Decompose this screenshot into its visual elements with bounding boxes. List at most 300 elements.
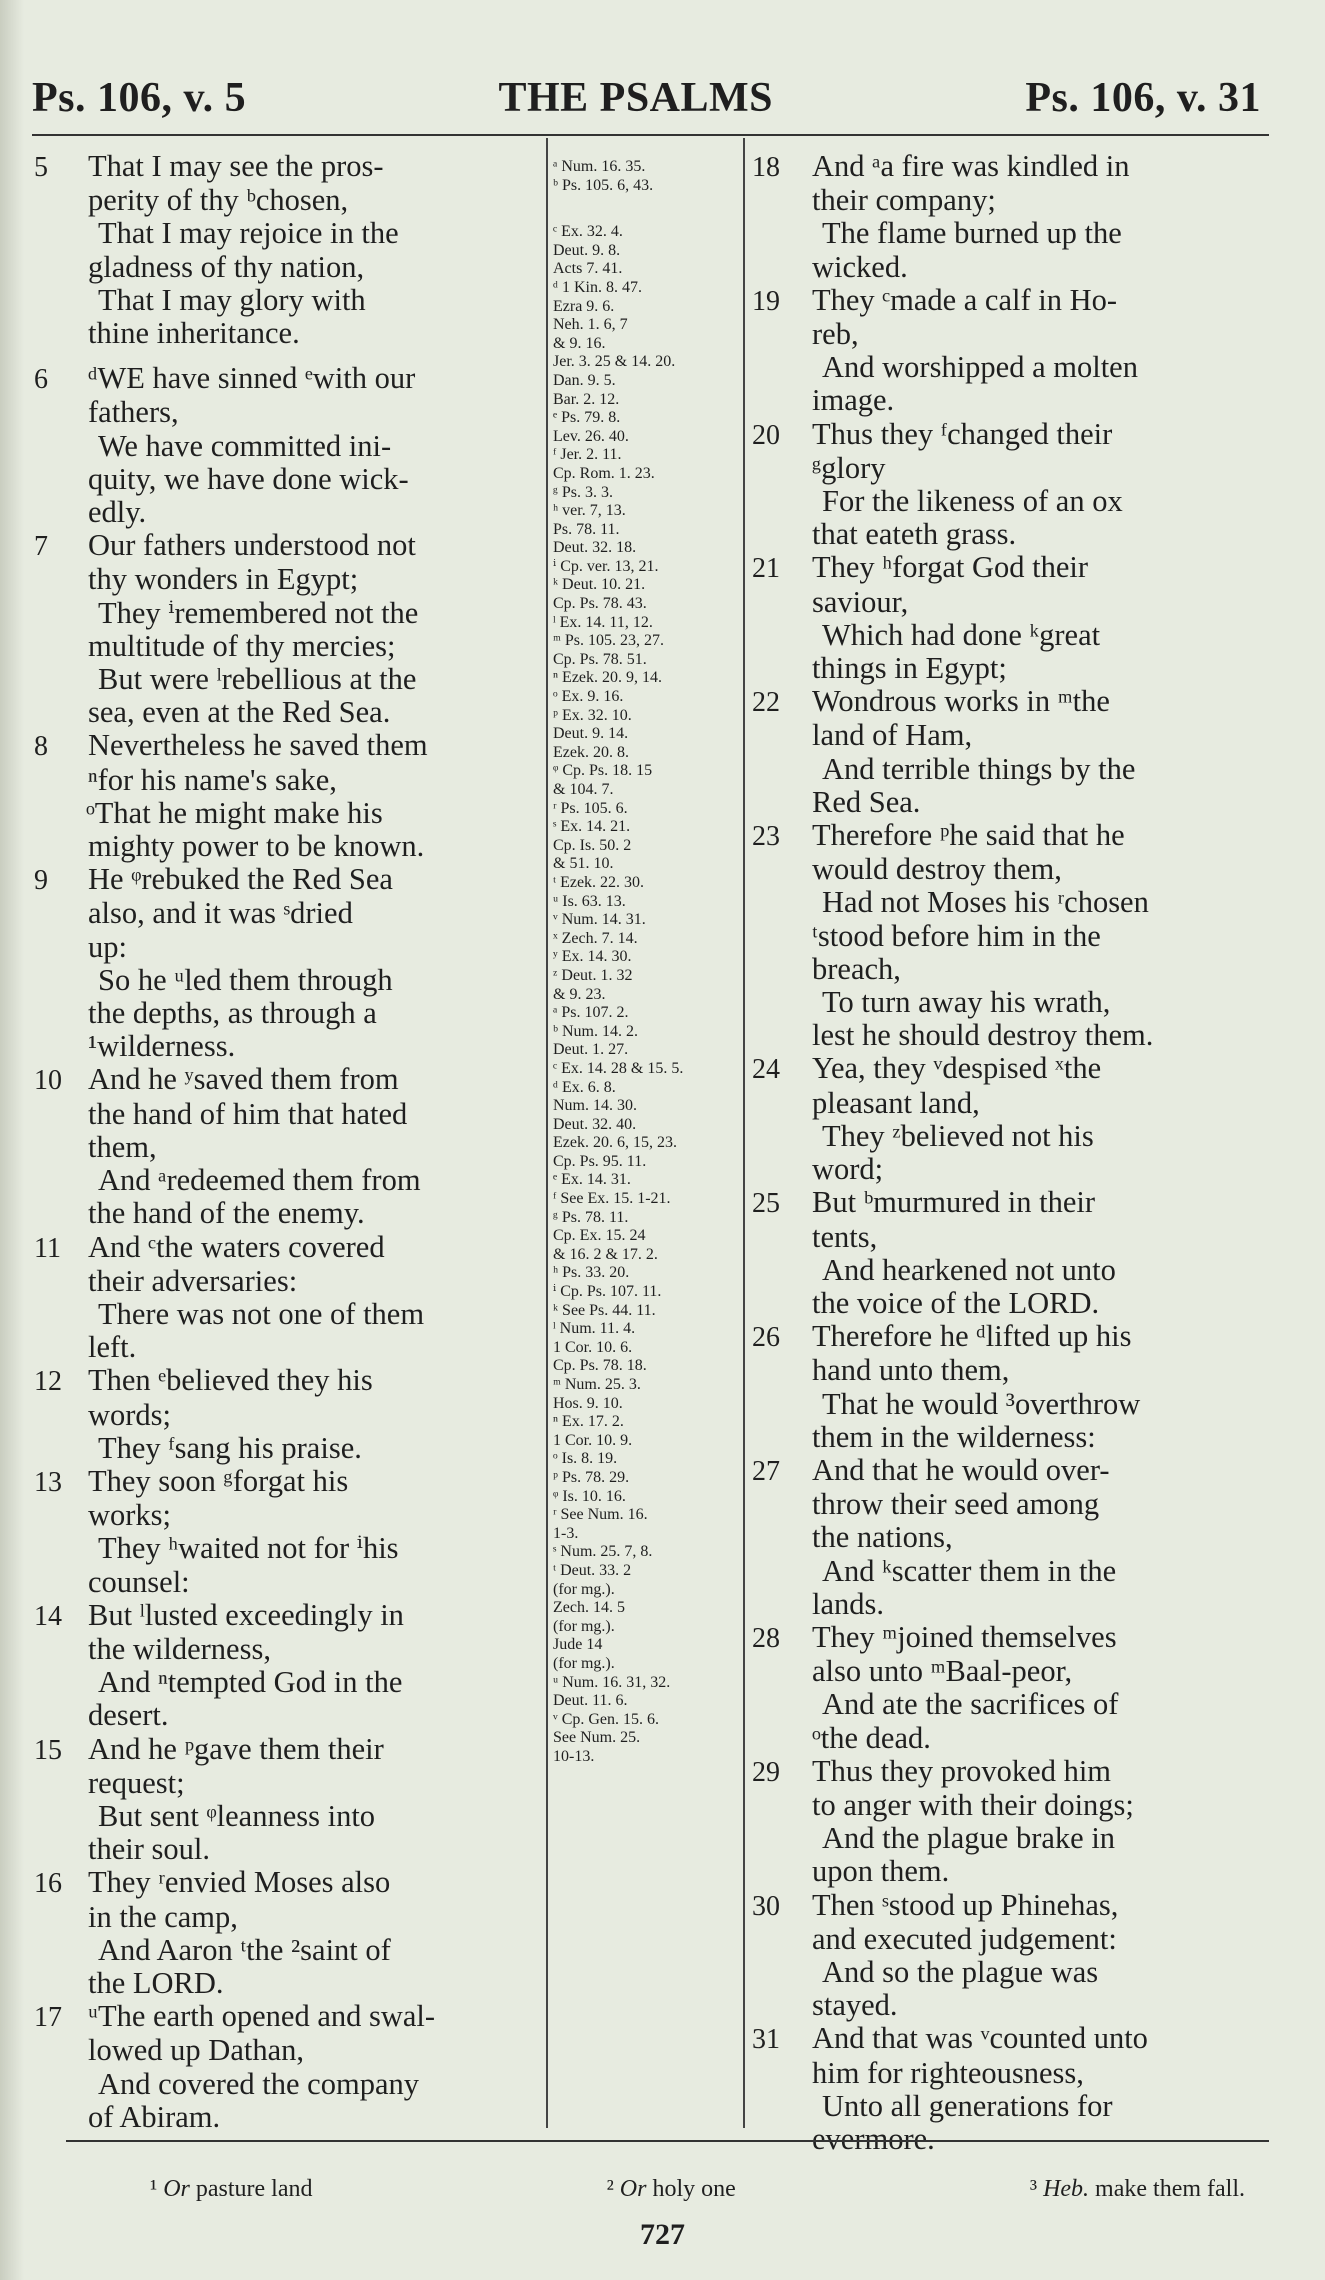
verse-line xyxy=(752,652,1262,685)
cross-reference: ᵛ Num. 14. 31. xyxy=(553,911,646,929)
verse-text: the depths, as through a xyxy=(88,996,377,1031)
verse-text: They ⁱremembered not the xyxy=(98,595,419,630)
verse-text: And terrible things by the xyxy=(822,751,1136,786)
verse-line xyxy=(752,184,1262,217)
verse-text: ᵒThat he might make his xyxy=(86,795,383,830)
cross-reference: ᵖ Ps. 78. 29. xyxy=(553,1468,630,1486)
verse-text: And worshipped a molten xyxy=(822,350,1138,385)
verse-line xyxy=(34,1364,534,1398)
verse-line xyxy=(752,1956,1262,1989)
verse-line xyxy=(752,1120,1262,1153)
verse-line xyxy=(752,1186,1262,1220)
cross-reference: ᵖ Ex. 32. 10. xyxy=(553,706,632,724)
verse-line xyxy=(34,830,534,863)
verse-number: 17 xyxy=(34,2002,62,2034)
verse-line xyxy=(752,1019,1262,1052)
cross-reference: ᵃ Num. 16. 35. xyxy=(553,158,646,175)
verse-line xyxy=(34,1934,534,1967)
verse-line xyxy=(752,1822,1262,1855)
cross-reference: Jude 14 xyxy=(553,1636,603,1654)
verse-line xyxy=(752,1254,1262,1287)
verse-text: pleasant land, xyxy=(812,1085,980,1120)
verse-line xyxy=(34,496,534,529)
cross-reference: Cp. Ps. 78. 18. xyxy=(553,1357,647,1375)
verse-text: left. xyxy=(88,1330,137,1365)
verse-text: hand unto them, xyxy=(812,1353,1010,1388)
cross-reference: ᶜ Ex. 32. 4. xyxy=(553,223,623,241)
verse-line xyxy=(34,1231,534,1265)
cross-reference: & 9. 23. xyxy=(553,985,606,1003)
verse-text: saviour, xyxy=(812,584,909,619)
footnote-label: Or xyxy=(163,2176,190,2202)
cross-reference: Cp. Ex. 15. 24 xyxy=(553,1227,646,1245)
verse-line xyxy=(34,251,534,284)
cross-reference: & 16. 2 & 17. 2. xyxy=(553,1245,658,1263)
verse-line xyxy=(34,1399,534,1432)
verse-line xyxy=(34,729,534,763)
cross-reference: ᶻ Deut. 1. 32 xyxy=(553,966,633,984)
verse-number: 25 xyxy=(752,1188,780,1220)
footnote-text: holy one xyxy=(646,2176,736,2202)
verse-line xyxy=(34,1499,534,1532)
cross-reference: 1 Cor. 10. 9. xyxy=(553,1431,633,1449)
cross-reference: ᵏ Deut. 10. 21. xyxy=(553,576,646,594)
cross-reference: & 51. 10. xyxy=(553,855,614,873)
verse-line xyxy=(34,1098,534,1131)
verse-text: thy wonders in Egypt; xyxy=(88,562,359,597)
footnote-mark: ³ xyxy=(1029,2176,1044,2202)
header-left-reference: Ps. 106, v. 5 xyxy=(32,75,247,121)
verse-line xyxy=(34,1197,534,1230)
verse-line xyxy=(752,1588,1262,1621)
verse-line xyxy=(34,1465,534,1499)
verse-text: tents, xyxy=(812,1219,878,1254)
verse-text: They ᵐjoined themselves xyxy=(812,1619,1117,1654)
cross-reference: Deut. 9. 14. xyxy=(553,725,629,743)
verse-number: 28 xyxy=(752,1622,780,1654)
verse-line xyxy=(752,853,1262,886)
verse-line xyxy=(34,897,534,930)
verse-text: But ˡlusted exceedingly in xyxy=(88,1597,404,1632)
verse-text: That I may see the pros- xyxy=(88,149,384,183)
footnote-text: make them fall. xyxy=(1089,2176,1245,2202)
verse-line xyxy=(752,1287,1262,1320)
verse-text: that eateth grass. xyxy=(812,517,1017,552)
verse-line xyxy=(752,2057,1262,2090)
cross-reference: ᵉ Ex. 14. 31. xyxy=(553,1171,631,1189)
verse-line xyxy=(34,696,534,729)
verse-line xyxy=(752,1052,1262,1086)
verse-number: 6 xyxy=(34,364,48,396)
page-number: 727 xyxy=(640,2218,685,2251)
page-binding-shadow xyxy=(0,0,24,2280)
verse-line xyxy=(34,1432,534,1465)
verse-line xyxy=(752,1722,1262,1755)
verse-number: 30 xyxy=(752,1890,780,1922)
verse-text: of Abiram. xyxy=(88,2099,221,2134)
cross-reference: Zech. 14. 5 xyxy=(553,1599,625,1617)
verse-text: But ᵇmurmured in their xyxy=(812,1185,1096,1220)
verse-text: evermore. xyxy=(812,2121,935,2156)
verse-line xyxy=(34,430,534,463)
verse-text: works; xyxy=(88,1498,172,1533)
verse-number: 19 xyxy=(752,285,780,317)
verse-line xyxy=(34,317,534,350)
verse-number: 24 xyxy=(752,1054,780,1086)
cross-reference: Jer. 3. 25 & 14. 20. xyxy=(553,353,676,371)
verse-text: And so the plague was xyxy=(822,1954,1099,1989)
footnote-rule xyxy=(66,2140,1269,2142)
verse-text: And he ʸsaved them from xyxy=(88,1062,399,1097)
verse-line xyxy=(752,418,1262,452)
verse-number: 21 xyxy=(752,553,780,585)
verse-text: ᵗstood before him in the xyxy=(812,918,1101,953)
verse-number: 11 xyxy=(34,1232,61,1264)
footnote-text: pasture land xyxy=(189,2176,313,2202)
verse-line xyxy=(752,2090,1262,2123)
verse-text: But sent ᵠleanness into xyxy=(98,1798,376,1833)
cross-reference: ᵒ Ex. 9. 16. xyxy=(553,688,624,706)
verse-line xyxy=(34,1767,534,1800)
cross-reference: Cp. Is. 50. 2 xyxy=(553,836,632,854)
verse-number: 26 xyxy=(752,1322,780,1354)
cross-reference: ʰ Ps. 33. 20. xyxy=(553,1264,630,1282)
verse-text: ᵍglory xyxy=(812,450,886,485)
cross-reference-column xyxy=(553,158,738,1766)
verse-text: counsel: xyxy=(88,1564,190,1599)
cross-reference: ᶜ Ex. 14. 28 & 15. 5. xyxy=(553,1059,684,1077)
verse-line xyxy=(34,1331,534,1364)
cross-reference: ⁿ Ezek. 20. 9, 14. xyxy=(553,669,663,687)
cross-reference: ʳ See Num. 16. xyxy=(553,1506,648,1524)
verse-text: They ᶜmade a calf in Ho- xyxy=(812,282,1118,317)
verse-line xyxy=(752,719,1262,752)
verse-line xyxy=(34,184,534,217)
verse-text: lowed up Dathan, xyxy=(88,2033,304,2068)
verse-text: land of Ham, xyxy=(812,718,973,753)
verse-line xyxy=(752,1755,1262,1789)
header-book-title: THE PSALMS xyxy=(498,75,774,121)
verse-line xyxy=(752,351,1262,384)
verse-text: to anger with their doings; xyxy=(812,1787,1134,1822)
verse-text: Unto all generations for xyxy=(822,2088,1113,2123)
footnote-mark: ¹ xyxy=(150,2176,164,2202)
verse-text: words; xyxy=(88,1397,172,1432)
footnotes xyxy=(150,2176,1245,2203)
verse-line xyxy=(752,1789,1262,1822)
cross-reference: ᵇ Ps. 105. 6, 43. xyxy=(553,176,654,194)
verse-text: the hand of him that hated xyxy=(88,1096,408,1131)
verse-text: ¹wilderness. xyxy=(88,1029,236,1064)
cross-reference: ˡ Num. 11. 4. xyxy=(553,1320,636,1338)
cross-reference: ᶠ Jer. 2. 11. xyxy=(553,446,622,464)
verse-line xyxy=(34,2000,534,2034)
verse-text: Red Sea. xyxy=(812,784,921,819)
verse-number: 22 xyxy=(752,687,780,719)
verse-text: their company; xyxy=(812,183,996,218)
verse-line xyxy=(752,251,1262,284)
verse-text: They ᶻbelieved not his xyxy=(822,1118,1094,1153)
verse-text: He ᵠrebuked the Red Sea xyxy=(88,862,393,897)
verse-line xyxy=(34,362,534,396)
verse-line xyxy=(752,1521,1262,1554)
verse-line xyxy=(752,1454,1262,1488)
verse-number: 31 xyxy=(752,2024,780,2056)
verse-text: would destroy them, xyxy=(812,852,1062,887)
verse-number: 12 xyxy=(34,1366,62,1398)
verse-number: 27 xyxy=(752,1455,780,1487)
verse-number: 8 xyxy=(34,731,48,763)
verse-text: fathers, xyxy=(88,395,179,430)
verse-text: in the camp, xyxy=(88,1899,238,1934)
verse-text: To turn away his wrath, xyxy=(822,985,1111,1020)
verse-number: 29 xyxy=(752,1756,780,1788)
verse-line xyxy=(34,1833,534,1866)
verse-number: 10 xyxy=(34,1065,62,1097)
cross-reference: ᵇ Num. 14. 2. xyxy=(553,1022,638,1040)
cross-reference: & 9. 16. xyxy=(553,334,606,352)
verse-text: And that he would over- xyxy=(812,1452,1110,1487)
verse-text: multitude of thy mercies; xyxy=(88,628,396,663)
verse-line xyxy=(34,396,534,429)
verse-text: throw their seed among xyxy=(812,1487,1100,1522)
verse-line xyxy=(34,563,534,596)
verse-text: Our fathers understood not xyxy=(88,528,416,563)
verse-line xyxy=(752,1087,1262,1120)
cross-reference: ᵗ Ezek. 22. 30. xyxy=(553,873,645,891)
verse-line xyxy=(752,518,1262,551)
verse-line xyxy=(34,764,534,797)
cross-reference: (for mg.). xyxy=(553,1617,615,1635)
cross-reference: Lev. 26. 40. xyxy=(553,427,629,445)
right-verse-column xyxy=(752,150,1262,2156)
verse-line xyxy=(752,786,1262,819)
verse-number: 13 xyxy=(34,1466,62,1498)
verse-text: And that was ᵛcounted unto xyxy=(812,2021,1148,2056)
cross-reference: ᶠ See Ex. 15. 1-21. xyxy=(553,1190,671,1208)
verse-text: Which had done ᵏgreat xyxy=(822,617,1101,652)
cross-reference: ᵘ Num. 16. 31, 32. xyxy=(553,1673,671,1691)
verse-number: 16 xyxy=(34,1868,62,1900)
verse-number: 14 xyxy=(34,1600,62,1632)
verse-text: request; xyxy=(88,1765,185,1800)
verse-text: And Aaron ᵗthe ²saint of xyxy=(98,1932,391,1967)
cross-reference: ⁱ Cp. ver. 13, 21. xyxy=(553,557,659,575)
verse-text: sea, even at the Red Sea. xyxy=(88,695,391,730)
cross-reference: Ezek. 20. 6, 15, 23. xyxy=(553,1134,677,1152)
cross-reference: ʸ Ex. 14. 30. xyxy=(553,948,632,966)
verse-text: Wondrous works in ᵐthe xyxy=(812,684,1110,719)
verse-number: 23 xyxy=(752,821,780,853)
verse-line xyxy=(752,1320,1262,1354)
cross-reference: Hos. 9. 10. xyxy=(553,1394,623,1412)
cross-reference: Cp. Ps. 78. 43. xyxy=(553,595,647,613)
verse-text: There was not one of them xyxy=(98,1296,425,1331)
cross-reference: ᵐ Num. 25. 3. xyxy=(553,1376,641,1393)
verse-text: ᵘThe earth opened and swal- xyxy=(88,1999,436,2034)
cross-reference: & 104. 7. xyxy=(553,781,614,798)
cross-reference: ˢ Num. 25. 7, 8. xyxy=(553,1543,653,1561)
verse-line xyxy=(752,452,1262,485)
verse-text: word; xyxy=(812,1152,884,1187)
cross-reference: ʳ Ps. 105. 6. xyxy=(553,799,628,817)
verse-line xyxy=(34,1265,534,1298)
verse-line xyxy=(752,1488,1262,1521)
cross-reference: Deut. 9. 8. xyxy=(553,241,621,259)
verse-line xyxy=(34,1901,534,1934)
cross-reference: ᵠ Is. 10. 16. xyxy=(553,1487,626,1505)
verse-text: They ʰforgat God their xyxy=(812,550,1089,585)
footnote-mark: ² xyxy=(606,2176,620,2202)
verse-text: For the likeness of an ox xyxy=(822,484,1123,519)
cross-reference: ᵏ See Ps. 44. 11. xyxy=(553,1301,656,1319)
cross-reference: Neh. 1. 6, 7 xyxy=(553,316,628,334)
cross-reference: ᵃ Ps. 107. 2. xyxy=(553,1004,629,1022)
header-right-reference: Ps. 106, v. 31 xyxy=(1025,75,1261,121)
verse-line xyxy=(752,1621,1262,1655)
verse-text: And he ᵖgave them their xyxy=(88,1731,384,1766)
verse-line xyxy=(34,217,534,250)
verse-line xyxy=(34,1866,534,1900)
verse-line xyxy=(752,819,1262,853)
cross-reference: Deut. 11. 6. xyxy=(553,1692,628,1710)
verse-line xyxy=(34,284,534,317)
verse-text: also, and it was ˢdried xyxy=(88,896,353,931)
verse-line xyxy=(34,1699,534,1732)
cross-reference: ᵘ Is. 63. 13. xyxy=(553,892,626,910)
verse-text: And ᵏscatter them in the xyxy=(822,1553,1117,1588)
verse-line xyxy=(34,1733,534,1767)
verse-line xyxy=(34,1800,534,1833)
verse-line xyxy=(34,2101,534,2134)
verse-text: him for righteousness, xyxy=(812,2055,1084,2090)
cross-reference: Deut. 32. 40. xyxy=(553,1115,637,1133)
verse-number: 20 xyxy=(752,419,780,451)
verse-line xyxy=(34,1666,534,1699)
verse-text: the nations, xyxy=(812,1520,953,1555)
verse-number: 18 xyxy=(752,152,780,183)
cross-reference: Ezra 9. 6. xyxy=(553,297,615,315)
cross-reference: ᵐ Ps. 105. 23, 27. xyxy=(553,632,664,650)
cross-reference: Deut. 32. 18. xyxy=(553,539,637,557)
verse-line xyxy=(34,931,534,964)
verse-line xyxy=(34,997,534,1030)
cross-reference: Cp. Ps. 78. 51. xyxy=(553,650,647,668)
verse-number: 5 xyxy=(34,152,48,183)
verse-line xyxy=(752,1655,1262,1688)
verse-text: upon them. xyxy=(812,1854,950,1889)
verse-line xyxy=(752,284,1262,318)
verse-text: the wilderness, xyxy=(88,1631,271,1666)
verse-text: things in Egypt; xyxy=(812,651,1007,686)
verse-line xyxy=(34,1063,534,1097)
verse-text: the voice of the LORD. xyxy=(812,1285,1100,1320)
verse-text: and executed judgement: xyxy=(812,1921,1117,1956)
verse-line xyxy=(34,463,534,496)
cross-reference: ˣ Zech. 7. 14. xyxy=(553,929,638,947)
verse-line xyxy=(752,384,1262,417)
verse-text: And the plague brake in xyxy=(822,1821,1116,1856)
verse-text: Then ˢstood up Phinehas, xyxy=(812,1887,1119,1922)
footnote-label: Heb. xyxy=(1043,2176,1090,2202)
verse-text: But were ˡrebellious at the xyxy=(98,662,417,697)
verse-text: thine inheritance. xyxy=(88,316,300,351)
cross-reference: ˡ Ex. 14. 11, 12. xyxy=(553,613,653,631)
verse-text: Thus they provoked him xyxy=(812,1753,1112,1788)
footnote-label: Or xyxy=(619,2176,647,2202)
verse-text: them in the wilderness: xyxy=(812,1419,1096,1454)
cross-reference: Ezek. 20. 8. xyxy=(553,743,629,761)
cross-reference: ᵛ Cp. Gen. 15. 6. xyxy=(553,1710,660,1728)
cross-reference: See Num. 25. xyxy=(553,1729,641,1747)
verse-line xyxy=(34,1164,534,1197)
verse-text: edly. xyxy=(88,495,147,530)
footnote xyxy=(1030,2176,1245,2203)
cross-reference: ᵈ 1 Kin. 8. 47. xyxy=(553,278,642,296)
verse-line xyxy=(752,586,1262,619)
verse-line xyxy=(752,551,1262,585)
verse-line xyxy=(752,2022,1262,2056)
column-divider-left xyxy=(546,138,548,2128)
cross-reference: (for mg.). xyxy=(553,1580,615,1598)
cross-reference: ᵍ Ps. 78. 11. xyxy=(553,1208,629,1226)
verse-line xyxy=(34,2068,534,2101)
cross-reference: 1-3. xyxy=(553,1524,579,1542)
verse-text: They ʳenvied Moses also xyxy=(88,1865,391,1900)
verse-text: ᵈWE have sinned ᵉwith our xyxy=(88,361,416,396)
footnote xyxy=(150,2176,313,2203)
verse-line xyxy=(752,485,1262,518)
verse-text: their soul. xyxy=(88,1832,210,1867)
verse-text: That I may glory with xyxy=(98,282,366,317)
verse-text: gladness of thy nation, xyxy=(88,249,365,284)
cross-reference: ᵈ Ex. 6. 8. xyxy=(553,1078,616,1096)
verse-line xyxy=(752,1989,1262,2022)
verse-text: And covered the company xyxy=(98,2066,419,2101)
verse-line xyxy=(34,529,534,563)
verse-line xyxy=(752,318,1262,351)
verse-line xyxy=(34,964,534,997)
header-rule xyxy=(32,134,1269,136)
verse-text: stayed. xyxy=(812,1988,898,2023)
verse-text: They ʰwaited not for ⁱhis xyxy=(98,1531,399,1566)
verse-text: ⁿfor his name's sake, xyxy=(88,762,337,797)
verse-text: Nevertheless he saved them xyxy=(88,728,428,763)
verse-line xyxy=(34,663,534,696)
verse-text: The flame burned up the xyxy=(822,216,1122,251)
verse-line xyxy=(34,1633,534,1666)
verse-number: 7 xyxy=(34,531,48,563)
cross-reference: ᵒ Is. 8. 19. xyxy=(553,1450,618,1468)
verse-number: 9 xyxy=(34,865,48,897)
cross-reference: Ps. 78. 11. xyxy=(553,520,620,538)
verse-line xyxy=(34,1131,534,1164)
verse-text: ᵒthe dead. xyxy=(812,1720,931,1755)
verse-text: the hand of the enemy. xyxy=(88,1196,365,1231)
left-verse-column xyxy=(34,150,534,2134)
verse-text: And ᵃa fire was kindled in xyxy=(812,149,1130,183)
verse-text: image. xyxy=(812,383,895,418)
verse-text: perity of thy ᵇchosen, xyxy=(88,183,349,218)
verse-line xyxy=(752,886,1262,919)
verse-text: their adversaries: xyxy=(88,1263,298,1298)
cross-reference: (for mg.). xyxy=(553,1654,615,1672)
cross-reference: ᵗ Deut. 33. 2 xyxy=(553,1561,632,1579)
cross-reference: 1 Cor. 10. 6. xyxy=(553,1338,633,1356)
verse-line xyxy=(752,619,1262,652)
cross-reference: Dan. 9. 5. xyxy=(553,371,616,389)
column-divider-right xyxy=(743,138,745,2128)
